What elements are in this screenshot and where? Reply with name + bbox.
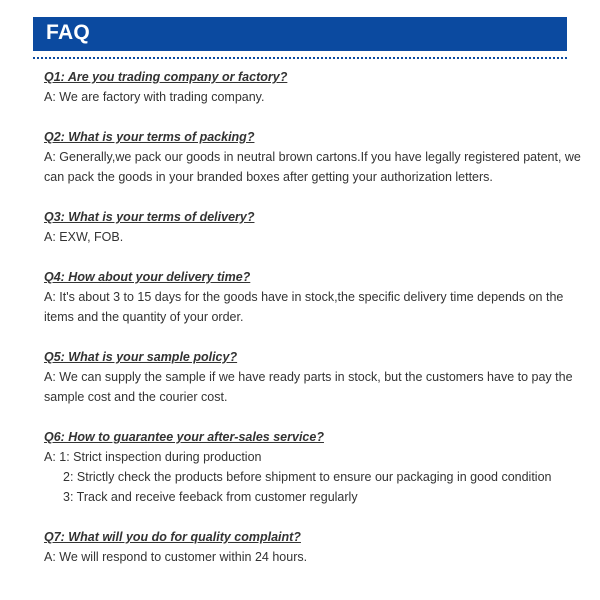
faq-item-2 [44,127,581,187]
faq-item-5 [44,347,573,407]
faq-answer-5-line-2: sample cost and the courier cost. [44,390,228,404]
faq-item-3 [44,207,564,247]
faq-question-3: Q3: What is your terms of delivery? [44,210,255,224]
faq-item-1 [44,67,564,107]
faq-answer-6-line-3: 3: Track and receive feeback from customer regularly [63,490,358,504]
faq-answer-2-line-2: can pack the goods in your branded boxes after getting your authorization letters. [44,170,493,184]
page-title: FAQ [46,21,91,44]
faq-item-4 [44,267,564,327]
faq-question-6: Q6: How to guarantee your after-sales service? [44,430,324,444]
faq-answer-7: A: We will respond to customer within 24 hours. [44,550,308,564]
faq-answer-6-line-1: A: 1: Strict inspection during production [44,450,262,464]
faq-answer-4-line-1: A: It's about 3 to 15 days for the goods have in stock,the specific delivery time depends on the [44,290,564,304]
dotted-divider [33,57,567,59]
faq-answer-1: A: We are factory with trading company. [44,90,265,104]
faq-answer-4-line-2: items and the quantity of your order. [44,310,244,324]
faq-answer-6-line-2: 2: Strictly check the products before shipment to ensure our packaging in good condition [63,470,552,484]
faq-item-6 [44,427,564,507]
faq-question-1: Q1: Are you trading company or factory? [44,70,288,84]
faq-answer-5-line-1: A: We can supply the sample if we have ready parts in stock, but the customers have to pay the [44,370,573,384]
faq-question-4: Q4: How about your delivery time? [44,270,251,284]
faq-answer-2-line-1: A: Generally,we pack our goods in neutral brown cartons.If you have legally registered patent, we [44,150,581,164]
faq-question-2: Q2: What is your terms of packing? [44,130,255,144]
faq-item-7 [44,527,564,567]
faq-question-5: Q5: What is your sample policy? [44,350,238,364]
faq-header-bar [33,17,567,51]
faq-question-7: Q7: What will you do for quality complaint? [44,530,301,544]
faq-answer-3: A: EXW, FOB. [44,230,124,244]
